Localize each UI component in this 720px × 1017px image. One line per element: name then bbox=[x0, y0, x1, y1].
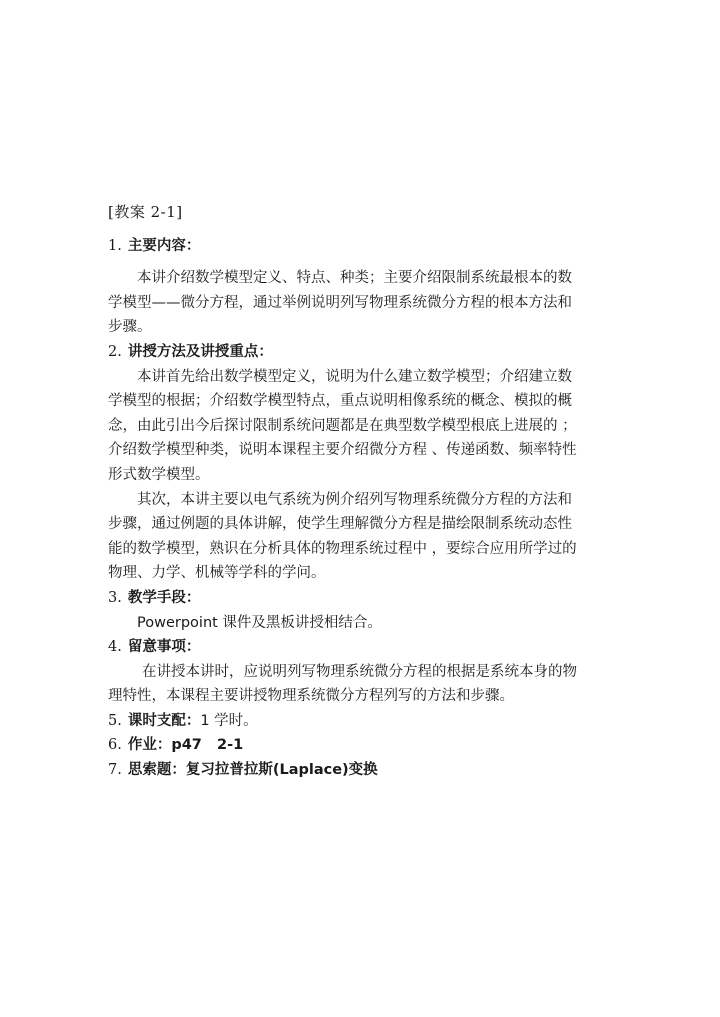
section-4-title: 留意事项： bbox=[127, 639, 201, 656]
section-1-line-3: 步骤。 bbox=[108, 319, 152, 336]
section-4-line-2: 理特性，本课程主要讲授物理系统微分方程列写的方法和步骤。 bbox=[108, 688, 514, 705]
section-1-title: 主要内容： bbox=[127, 237, 201, 254]
section-4-line-1: 在讲授本讲时，应说明列写物理系统微分方程的根据是系统本身的物 bbox=[142, 663, 577, 680]
section-2-heading bbox=[108, 340, 618, 365]
section-2-line-1: 本讲首先给出数学模型定义，说明为什么建立数学模型；介绍建立数 bbox=[137, 368, 572, 385]
section-1-line-1: 本讲介绍数学模型定义、特点、种类；主要介绍限制系统最根本的数 bbox=[137, 270, 572, 287]
section-6-heading bbox=[108, 733, 618, 758]
section-2-line-5: 形式数学模型。 bbox=[108, 466, 210, 483]
section-2-line-3: 念，由此引出今后探讨限制系统问题都是在典型数学模型根底上进展的 ； bbox=[108, 417, 577, 434]
section-2-line-6: 其次，本讲主要以电气系统为例介绍列写物理系统微分方程的方法和 bbox=[137, 491, 572, 508]
section-6-number: 6. bbox=[108, 737, 122, 754]
section-2-line-9: 物理、力学、机械等学科的学问。 bbox=[108, 565, 326, 582]
section-5-value: 1 学时。 bbox=[200, 712, 258, 729]
section-2-line-7: 步骤，通过例题的具体讲解，使学生理解微分方程是描绘限制系统动态性 bbox=[108, 516, 572, 533]
section-6-value: p47 2-1 bbox=[171, 737, 244, 754]
section-2-line-2: 学模型的根据；介绍数学模型特点，重点说明相像系统的概念、模拟的概 bbox=[108, 393, 572, 410]
section-7-number: 7. bbox=[108, 762, 122, 779]
section-3-number: 3. bbox=[108, 589, 122, 606]
section-2-line-4: 介绍数学模型种类，说明本课程主要介绍微分方程 、传递函数、频率特性 bbox=[108, 442, 577, 459]
section-6-title: 作业： bbox=[127, 737, 172, 754]
section-7-heading bbox=[108, 758, 618, 783]
section-5-number: 5. bbox=[108, 712, 122, 729]
section-4-heading bbox=[108, 635, 618, 660]
section-4-number: 4. bbox=[108, 639, 122, 656]
section-5-title: 课时支配： bbox=[127, 712, 201, 729]
section-2-line-8: 能的数学模型，熟识在分析具体的物理系统过程中 ，要综合应用所学过的 bbox=[108, 540, 577, 557]
section-2-title: 讲授方法及讲授重点： bbox=[127, 343, 273, 360]
section-5-heading bbox=[108, 709, 618, 734]
section-7-value: 复习拉普拉斯(Laplace)变换 bbox=[185, 762, 378, 779]
section-3-title: 教学手段： bbox=[127, 589, 201, 606]
section-2-number: 2. bbox=[108, 343, 122, 360]
section-3-line-1: Powerpoint 课件及黑板讲授相结合。 bbox=[137, 614, 382, 631]
section-1-heading bbox=[108, 234, 618, 259]
section-1-number: 1. bbox=[108, 237, 122, 254]
lesson-plan-document bbox=[108, 200, 618, 783]
section-7-title: 思索题： bbox=[127, 762, 186, 779]
doc-title: [教案 2-1] bbox=[108, 203, 183, 221]
section-3-heading bbox=[108, 586, 618, 611]
section-1-line-2: 学模型——微分方程，通过举例说明列写物理系统微分方程的根本方法和 bbox=[108, 294, 572, 311]
